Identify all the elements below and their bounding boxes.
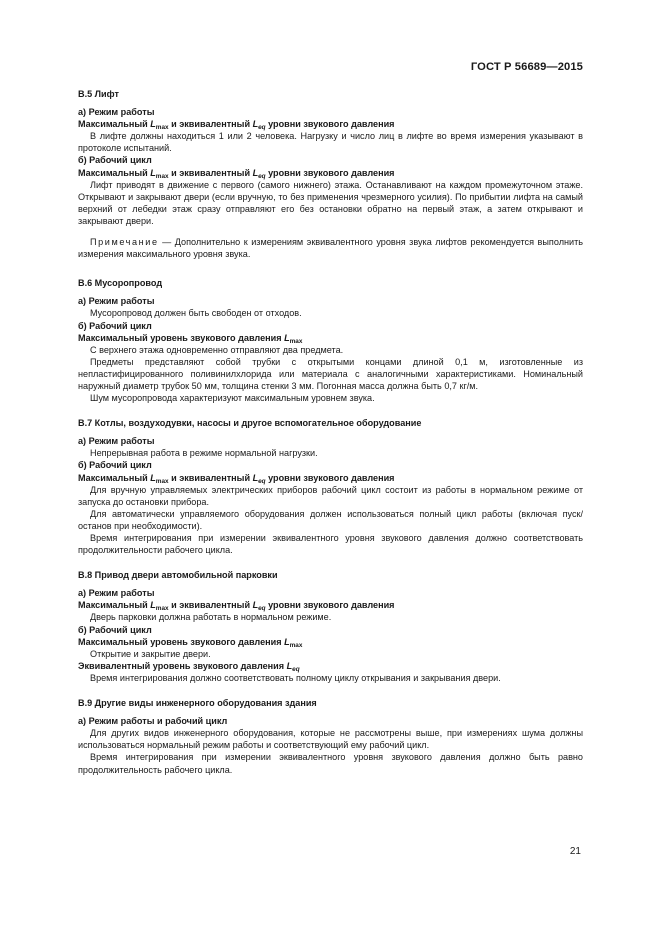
- page-number: 21: [569, 846, 581, 857]
- note-label: Примечание: [90, 237, 159, 248]
- section-title: В.6 Мусоропровод: [78, 278, 163, 289]
- section-b7: [78, 417, 583, 556]
- subsection-title: б) Рабочий цикл: [78, 460, 152, 471]
- section-title: В.9 Другие виды инженерного оборудования здания: [78, 698, 317, 709]
- section-title: В.8 Привод двери автомобильной парковки: [78, 570, 278, 581]
- subsection-title: б) Рабочий цикл: [78, 624, 152, 635]
- measurement-heading: Максимальный $L_{max}$ и эквивалентный $L_{eq}$ уровни звукового давления: [78, 600, 395, 613]
- paragraph: Для других видов инженерного оборудования, которые не рассмотрены выше, при измерениях шума должны использоваться нормальный режим работы и соответствующий ему рабочий цикл.: [78, 728, 583, 751]
- paragraph: В лифте должны находиться 1 или 2 человека. Нагрузку и число лиц в лифте во время измерения указывают в протоколе испытаний.: [78, 131, 583, 154]
- subsection-title: а) Режим работы: [78, 296, 155, 307]
- paragraph: Мусоропровод должен быть свободен от отходов.: [90, 308, 302, 319]
- subsection-title: а) Режим работы: [78, 588, 155, 599]
- measurement-heading: Максимальный уровень звукового давления $L_{max}$: [78, 636, 303, 649]
- section-b6: [78, 277, 583, 404]
- section-b8: [78, 569, 583, 684]
- measurement-heading: Максимальный $L_{max}$ и эквивалентный $L_{eq}$ уровни звукового давления: [78, 167, 395, 180]
- subsection-title: а) Режим работы и рабочий цикл: [78, 716, 228, 727]
- section-title: В.5 Лифт: [78, 89, 119, 99]
- section-b9: [78, 697, 583, 776]
- paragraph: Для автоматически управляемого оборудования должен использоваться полный цикл работы (включая пуск/останов при необходимости).: [78, 508, 583, 531]
- paragraph: Время интегрирования при измерении эквивалентного уровня звукового давления должно соответствовать продолжительности рабочего цикла.: [78, 533, 583, 556]
- standard-header: ГОСТ Р 56689—2015: [470, 61, 583, 73]
- paragraph: С верхнего этажа одновременно отправляют два предмета.: [90, 344, 344, 355]
- paragraph: Лифт приводят в движение с первого (самого нижнего) этажа. Останавливают на каждом промежуточном этаже. Открывают и закрывают двери (если вручную, то без применения чрезмерного усилия). По прибытии лифта на самый верхний от лебедки этаж сразу отправляют его без остановки обратно на первый этаж, а затем открывают и закрывают двери.: [78, 179, 583, 226]
- paragraph: Шум мусоропровода характеризуют максимальным уровнем звука.: [90, 393, 375, 404]
- measurement-heading: Максимальный $L_{max}$ и эквивалентный $L_{eq}$ уровни звукового давления: [78, 472, 395, 485]
- subsection-title: б) Рабочий цикл: [78, 155, 152, 166]
- paragraph: Открытие и закрытие двери.: [90, 648, 211, 659]
- paragraph: Время интегрирования должно соответствовать полному циклу открывания и закрывания двери.: [90, 672, 501, 683]
- paragraph: Дверь парковки должна работать в нормальном режиме.: [90, 612, 332, 623]
- measurement-heading: Максимальный $L_{max}$ и эквивалентный $L_{eq}$ уровни звукового давления: [78, 119, 395, 132]
- subsection-title: б) Рабочий цикл: [78, 320, 152, 331]
- paragraph: Время интегрирования при измерении эквивалентного уровня звукового давления должно быть равно продолжительность рабочего цикла.: [78, 752, 583, 775]
- section-b5: [78, 88, 583, 260]
- paragraph: Предметы представляют собой трубки с открытыми концами длиной 0,1 м, изготовленные из непластифицированного поливинилхлорида или материала с аналогичными характеристиками. Номинальный наружный диаметр трубок 50 мм, толщина стенки 3 мм. Погонная масса должна быть 0,7 кг/м.: [78, 356, 583, 391]
- paragraph: Непрерывная работа в режиме нормальной нагрузки.: [90, 448, 318, 459]
- subsection-title: а) Режим работы: [78, 436, 155, 447]
- paragraph: Для вручную управляемых электрических приборов рабочий цикл состоит из работы в нормальном режиме от запуска до остановки прибора.: [78, 484, 583, 507]
- subsection-title: а) Режим работы: [78, 107, 155, 118]
- measurement-heading: Максимальный уровень звукового давления $L_{max}$: [78, 332, 303, 345]
- measurement-heading: Эквивалентный уровень звукового давления $L_{eq}$: [78, 660, 300, 673]
- note: Примечание — Дополнительно к измерениям эквивалентного уровня звука лифтов рекомендуется выполнить измерения максимального уровня звука.: [78, 237, 583, 260]
- section-title: В.7 Котлы, воздуходувки, насосы и другое вспомогательное оборудование: [78, 418, 422, 429]
